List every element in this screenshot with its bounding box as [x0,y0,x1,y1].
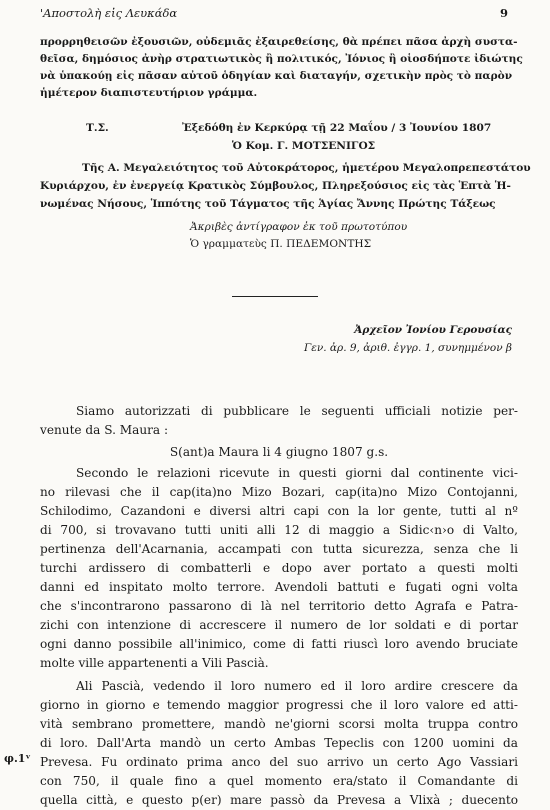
text-line: di loro. Dall'Arta mandò un certo Ambas Tepeclis con 1200 uomini da [40,736,518,750]
text-line: di 700, si trovavano tutti uniti alli 12 di maggio a Sidic‹n›o di Valto, [40,523,518,537]
folio-margin-note: φ.1ᵛ [4,752,31,765]
page-number: 9 [499,6,508,20]
text-line: giorno in giorno e temendo maggior progressi che il loro valore ed atti- [40,698,518,712]
text-line: molte ville appartenenti a Vili Pascià. [40,656,269,670]
running-header [40,6,508,22]
copy-note: Ἀκριβὲς ἀντίγραφον ἐκ τοῦ πρωτοτύπου [190,221,408,233]
text-line: no rilevasi che il cap(ita)no Mizo Bozari, cap(ita)no Mizo Contojanni, [40,485,518,499]
text-line: venute da S. Maura : [40,423,169,437]
signer-name: Ὁ Κομ. Γ. ΜΟΤΣΕΝΙΓΟΣ [232,140,376,152]
text-line: Schilodimo, Cazandoni e diversi altri capi con la lor gente, tutti al nº [40,504,518,518]
text-line: che s'incontrarono passarono di là nel territorio detto Agrafa e Patra- [40,599,518,613]
text-line: Secondo le relazioni ricevute in questi giorni dal continente vici- [76,466,518,480]
dateline: S(ant)a Maura li 4 giugno 1807 g.s. [169,445,389,459]
text-line: danni ed inspitato molto terrore. Avendoli battuti e fugati ogni volta [40,580,518,594]
greek-line: προρρηθεισῶν ἐξουσιῶν, οὐδεμιᾶς ἐξαιρεθείσης, θὰ πρέπει πᾶσα ἀρχὴ συστα- [40,36,518,48]
text-line: quella città, e questo p(er) mare passò da Prevesa a Vlixà ; duecento [40,793,518,807]
signer-title-line: νωμένας Νήσους, Ἱππότης τοῦ Τάγματος τῆς Ἁγίας Ἄννης Πρώτης Τάξεως [40,198,496,210]
text-line: con 750, il quale fino a quel momento era/stato il Comandante di [40,774,518,788]
text-line: Ali Pascià, vedendo il loro numero ed il loro ardire crescere da [76,679,518,693]
issue-date: Ἐξεδόθη ἐν Κερκύρᾳ τῇ 22 Μαΐου / 3 Ἰουνίου 1807 [182,122,492,134]
text-line: pertinenza dell'Acarnania, accampati con tutta sicurezza, senza che li [40,542,518,556]
paragraph-1 [40,464,518,673]
running-title: 'Αποστολὴ εἰς Λευκάδα [40,6,178,20]
signer-title-line: Κυριάρχου, ἐν ἐνεργείᾳ Κρατικὸς Σύμβουλος, Πληρεξούσιος εἰς τὰς Ἑπτὰ Ἡ- [40,180,511,192]
paragraph-2 [40,677,518,810]
signer-title-line: Τῆς Α. Μεγαλειότητος τοῦ Αὐτοκράτορος, ἡμετέρου Μεγαλοπρεπεστάτου [82,162,531,174]
intro-paragraph [40,402,518,440]
text-line: Prevesa. Fu ordinato prima anco del suo arrivo un certo Ago Vassiari [40,755,518,769]
greek-line: θεῖσα, δημόσιος ἀνὴρ στρατιωτικὸς ἢ πολιτικός, Ἰόνιος ἢ οἱοσδήποτε ἰδιώτης [40,53,523,65]
secretary-name: Ὁ γραμματεὺς Π. ΠΕΔΕΜΟΝΤΗΣ [190,238,372,250]
seal-mark: Τ.Σ. [86,122,109,134]
archive-reference: Γεν. ἀρ. 9, ἀριθ. ἐγγρ. 1, συνημμένον β [303,342,512,354]
section-divider [232,296,318,297]
archive-name: Ἀρχεῖον Ἰονίου Γερουσίας [354,324,512,336]
greek-line: νὰ ὑπακούῃ εἰς πᾶσαν αὐτοῦ ὁδηγίαν καὶ διαταγήν, σχετικὴν πρὸς τὸ παρὸν [40,70,513,82]
text-line: ogni danno possibile all'inimico, come di fatti riuscì loro avendo bruciate [40,637,518,651]
text-line: vità sembrano promettere, mandò ne'giorni scorsi molta truppa contro [40,717,518,731]
greek-line: ἡμέτερον διαπιστευτήριον γράμμα. [40,87,258,99]
text-line: turchi ardissero di combatterli e dopo aver portato a questi molti [40,561,518,575]
text-line: Siamo autorizzati di pubblicare le seguenti ufficiali notizie per- [76,404,518,418]
text-line: zichi con intenzione di accrescere il numero de lor soldati e di portar [40,618,518,632]
